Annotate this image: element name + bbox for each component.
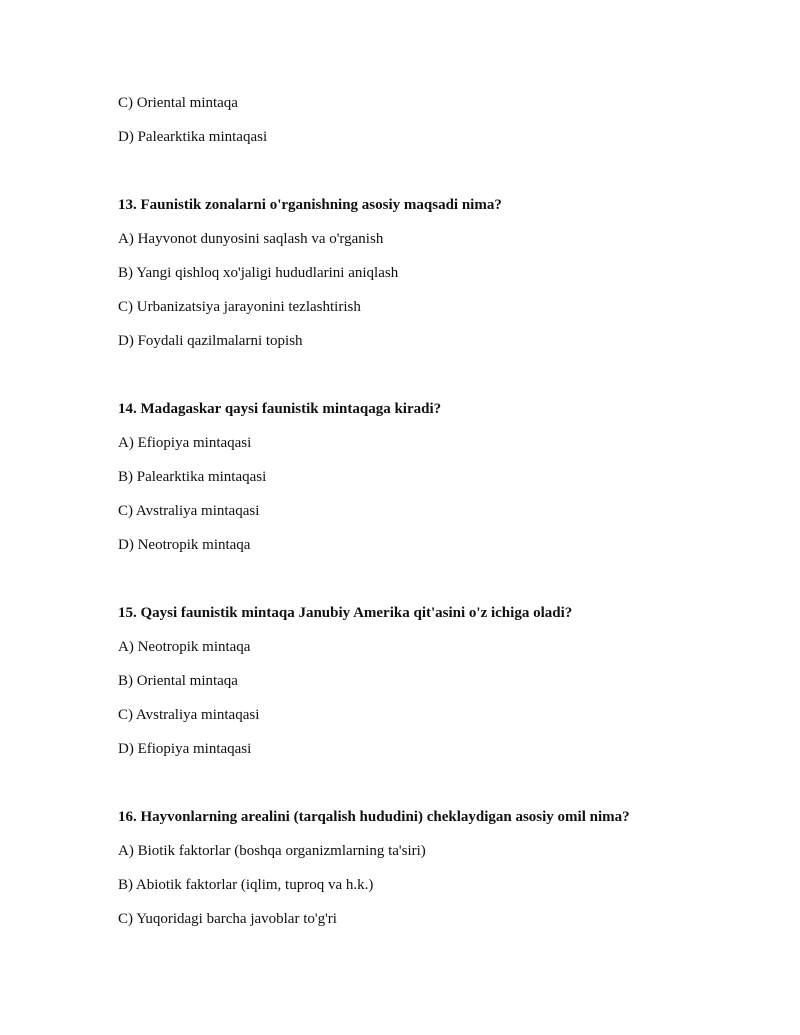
q13-option-c: C) Urbanizatsiya jarayonini tezlashtirish [118,299,361,315]
q16-option-a: A) Biotik faktorlar (boshqa organizmlarning ta'siri) [118,843,426,859]
q14-option-c: C) Avstraliya mintaqasi [118,503,260,519]
q13-option-d: D) Foydali qazilmalarni topish [118,333,303,349]
question-16: 16. Hayvonlarning arealini (tarqalish hududini) cheklaydigan asosiy omil nima? [118,809,630,825]
q13-option-b: B) Yangi qishloq xo'jaligi hududlarini aniqlash [118,265,399,281]
q15-option-d: D) Efiopiya mintaqasi [118,741,252,757]
q14-option-a: A) Efiopiya mintaqasi [118,435,252,451]
q14-option-b: B) Palearktika mintaqasi [118,469,267,485]
q15-option-a: A) Neotropik mintaqa [118,639,251,655]
question-14: 14. Madagaskar qaysi faunistik mintaqaga kiradi? [118,401,442,417]
document-page [118,93,758,929]
option-c-prev: C) Oriental mintaqa [118,95,238,111]
q13-option-a: A) Hayvonot dunyosini saqlash va o'rganish [118,231,384,247]
question-15: 15. Qaysi faunistik mintaqa Janubiy Amerika qit'asini o'z ichiga oladi? [118,605,573,621]
q15-option-b: B) Oriental mintaqa [118,673,238,689]
q16-option-b: B) Abiotik faktorlar (iqlim, tuproq va h.k.) [118,877,374,893]
option-d-prev: D) Palearktika mintaqasi [118,129,268,145]
q15-option-c: C) Avstraliya mintaqasi [118,707,260,723]
question-13: 13. Faunistik zonalarni o'rganishning asosiy maqsadi nima? [118,197,502,213]
q16-option-c: C) Yuqoridagi barcha javoblar to'g'ri [118,911,337,927]
q14-option-d: D) Neotropik mintaqa [118,537,251,553]
